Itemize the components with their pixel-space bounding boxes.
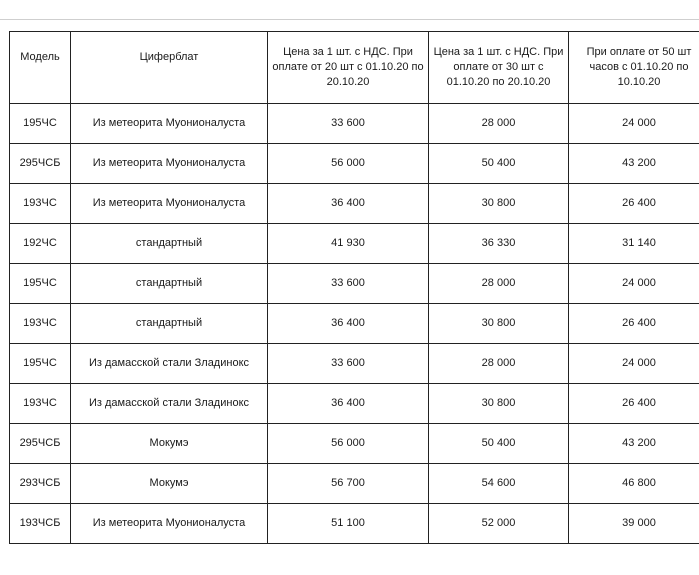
header-model: Модель xyxy=(10,32,71,104)
cell-price-30: 30 800 xyxy=(429,184,569,224)
cell-price-50: 24 000 xyxy=(569,344,699,384)
price-table xyxy=(9,31,699,544)
table-row xyxy=(10,184,699,224)
cell-price-50: 31 140 xyxy=(569,224,699,264)
cell-price-20: 41 930 xyxy=(268,224,429,264)
cell-model: 195ЧС xyxy=(10,344,71,384)
cell-price-20: 33 600 xyxy=(268,104,429,144)
header-price-20: Цена за 1 шт. с НДС. При оплате от 20 шт с 01.10.20 по 20.10.20 xyxy=(268,32,429,104)
cell-model: 193ЧС xyxy=(10,384,71,424)
cell-price-30: 50 400 xyxy=(429,144,569,184)
table-row xyxy=(10,224,699,264)
table-row xyxy=(10,424,699,464)
cell-price-50: 26 400 xyxy=(569,184,699,224)
cell-dial: Из метеорита Муонионалуста xyxy=(71,144,268,184)
table-body xyxy=(10,104,699,544)
cell-price-30: 30 800 xyxy=(429,384,569,424)
cell-model: 195ЧС xyxy=(10,264,71,304)
header-price-30: Цена за 1 шт. с НДС. При оплате от 30 шт с 01.10.20 по 20.10.20 xyxy=(429,32,569,104)
header-price-50: При оплате от 50 шт часов с 01.10.20 по 10.10.20 xyxy=(569,32,699,104)
cell-price-20: 36 400 xyxy=(268,304,429,344)
header-dial: Циферблат xyxy=(71,32,268,104)
table-row xyxy=(10,344,699,384)
cell-price-20: 56 700 xyxy=(268,464,429,504)
cell-model: 293ЧСБ xyxy=(10,464,71,504)
cell-model: 193ЧС xyxy=(10,184,71,224)
table-header-row xyxy=(10,32,699,104)
cell-price-50: 46 800 xyxy=(569,464,699,504)
cell-price-30: 52 000 xyxy=(429,504,569,544)
cell-dial: Из дамасской стали Зладинокс xyxy=(71,344,268,384)
cell-dial: Из метеорита Муонионалуста xyxy=(71,184,268,224)
table-row xyxy=(10,264,699,304)
table-row xyxy=(10,504,699,544)
table-row xyxy=(10,144,699,184)
table-row xyxy=(10,464,699,504)
cell-price-50: 43 200 xyxy=(569,424,699,464)
cell-dial: Мокумэ xyxy=(71,464,268,504)
cell-model: 193ЧСБ xyxy=(10,504,71,544)
cell-model: 295ЧСБ xyxy=(10,144,71,184)
cell-price-20: 33 600 xyxy=(268,264,429,304)
cell-price-20: 56 000 xyxy=(268,424,429,464)
cell-dial: Из дамасской стали Зладинокс xyxy=(71,384,268,424)
cell-price-20: 56 000 xyxy=(268,144,429,184)
cell-price-20: 36 400 xyxy=(268,384,429,424)
cell-dial: Из метеорита Муонионалуста xyxy=(71,504,268,544)
cell-dial: стандартный xyxy=(71,224,268,264)
top-divider xyxy=(0,19,699,20)
cell-price-30: 30 800 xyxy=(429,304,569,344)
cell-price-50: 26 400 xyxy=(569,304,699,344)
cell-dial: Мокумэ xyxy=(71,424,268,464)
cell-price-30: 28 000 xyxy=(429,344,569,384)
table-row xyxy=(10,384,699,424)
cell-price-30: 28 000 xyxy=(429,104,569,144)
cell-price-50: 26 400 xyxy=(569,384,699,424)
cell-price-50: 39 000 xyxy=(569,504,699,544)
cell-price-30: 36 330 xyxy=(429,224,569,264)
cell-price-50: 24 000 xyxy=(569,264,699,304)
cell-price-50: 43 200 xyxy=(569,144,699,184)
cell-model: 295ЧСБ xyxy=(10,424,71,464)
cell-dial: Из метеорита Муонионалуста xyxy=(71,104,268,144)
cell-price-20: 33 600 xyxy=(268,344,429,384)
table-row xyxy=(10,304,699,344)
cell-model: 193ЧС xyxy=(10,304,71,344)
cell-price-30: 54 600 xyxy=(429,464,569,504)
cell-price-50: 24 000 xyxy=(569,104,699,144)
cell-price-30: 28 000 xyxy=(429,264,569,304)
cell-price-30: 50 400 xyxy=(429,424,569,464)
cell-price-20: 51 100 xyxy=(268,504,429,544)
cell-price-20: 36 400 xyxy=(268,184,429,224)
cell-dial: стандартный xyxy=(71,304,268,344)
cell-model: 192ЧС xyxy=(10,224,71,264)
cell-dial: стандартный xyxy=(71,264,268,304)
table-row xyxy=(10,104,699,144)
cell-model: 195ЧС xyxy=(10,104,71,144)
